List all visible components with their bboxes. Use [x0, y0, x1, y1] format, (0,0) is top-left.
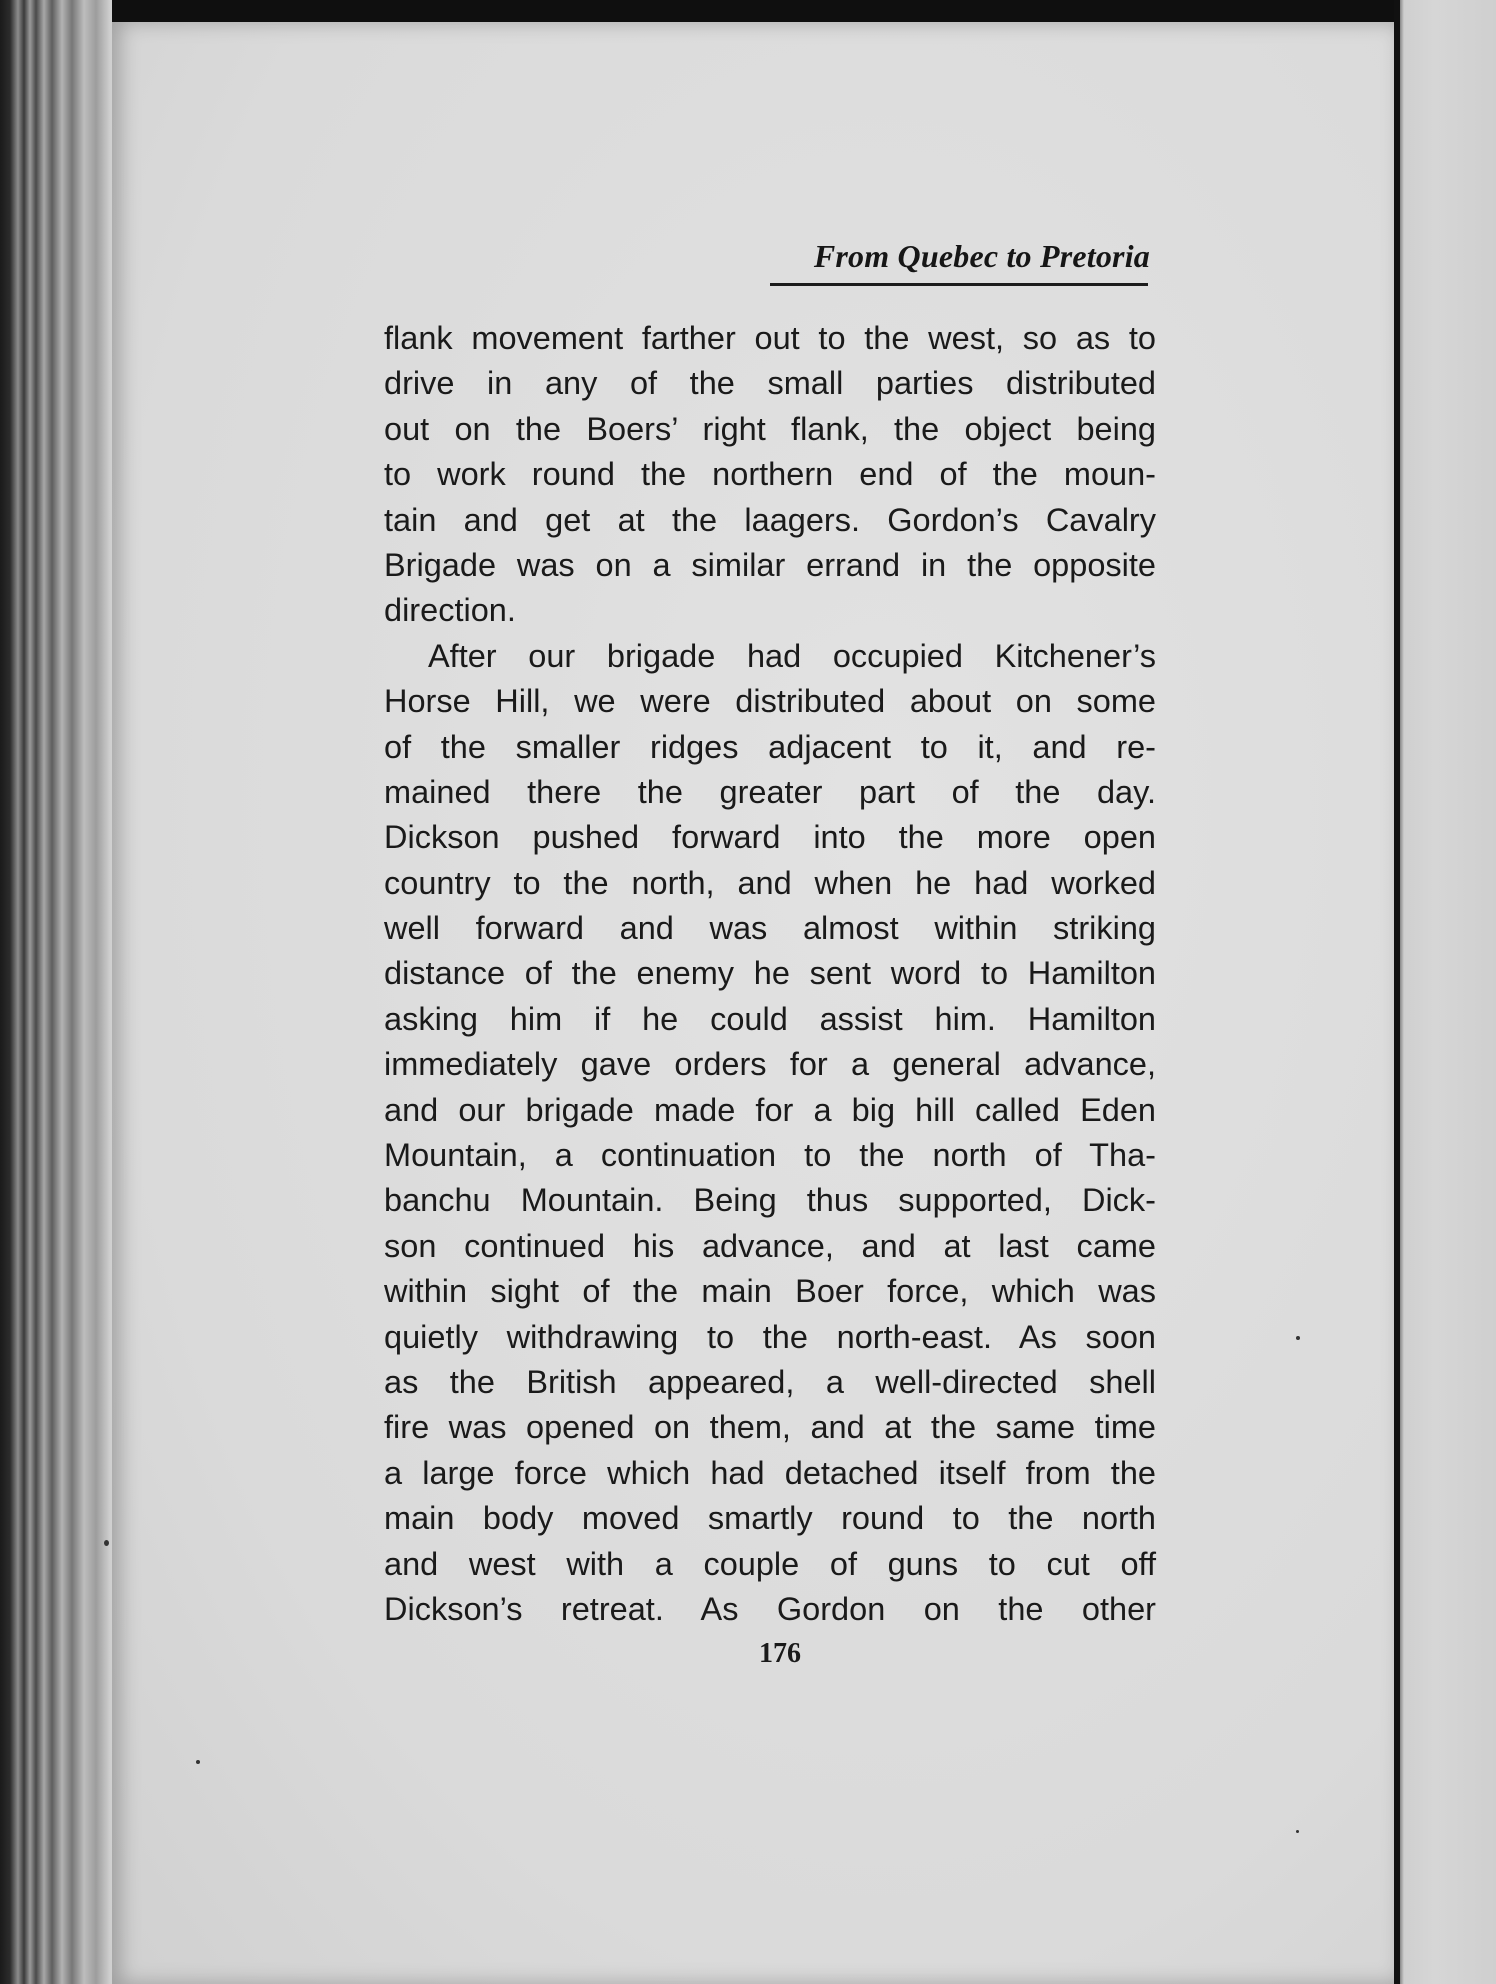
text-line: quietly withdrawing to the north-east. As soon [384, 1318, 1156, 1355]
text-line: as the British appeared, a well-directed shell [384, 1363, 1156, 1400]
page-gutter-shadow [1394, 0, 1400, 1984]
book-spine-edge [0, 0, 120, 1984]
text-line: son continued his advance, and at last came [384, 1227, 1156, 1264]
running-head: From Quebec to Pretoria [813, 238, 1150, 274]
text-line: Horse Hill, we were distributed about on some [384, 683, 1156, 720]
text-line: Dickson pushed forward into the more open [384, 819, 1156, 856]
text-line: distance of the enemy he sent word to Hamilton [384, 955, 1156, 992]
text-line: fire was opened on them, and at the same time [384, 1409, 1156, 1446]
text-line: Mountain, a continuation to the north of Tha- [384, 1137, 1156, 1174]
scan-speck [196, 1760, 200, 1764]
text-line: mained there the greater part of the day. [384, 773, 1156, 810]
text-line: of the smaller ridges adjacent to it, and re- [384, 728, 1156, 765]
text-line: banchu Mountain. Being thus supported, Dick- [384, 1182, 1156, 1219]
text-line: well forward and was almost within striking [384, 910, 1156, 947]
scan-speck [104, 1540, 109, 1546]
header-rule [770, 283, 1148, 286]
scan-speck [1296, 1830, 1299, 1833]
text-line: out on the Boers’ right flank, the object being [384, 410, 1156, 447]
text-line: asking him if he could assist him. Hamilton [384, 1000, 1156, 1037]
text-line: After our brigade had occupied Kitchener’s [428, 637, 1156, 674]
text-line: flank movement farther out to the west, so as to [384, 320, 1156, 356]
text-line: direction. [384, 592, 516, 629]
text-line: tain and get at the laagers. Gordon’s Cavalry [384, 501, 1156, 538]
text-line: and our brigade made for a big hill called Eden [384, 1091, 1156, 1128]
text-line: immediately gave orders for a general advance, [384, 1046, 1156, 1083]
text-line: a large force which had detached itself from the [384, 1454, 1156, 1491]
text-line: to work round the northern end of the moun- [384, 456, 1156, 493]
text-line: main body moved smartly round to the north [384, 1500, 1156, 1537]
text-line: and west with a couple of guns to cut off [384, 1545, 1156, 1582]
text-line: within sight of the main Boer force, which was [384, 1273, 1156, 1310]
text-line: drive in any of the small parties distributed [384, 365, 1156, 402]
facing-page-edge [1394, 0, 1496, 1984]
text-line: Brigade was on a similar errand in the opposite [384, 546, 1156, 583]
page-number: 176 [759, 1638, 801, 1669]
text-line: Dickson’s retreat. As Gordon on the other [384, 1590, 1156, 1627]
text-line: country to the north, and when he had worked [384, 864, 1156, 901]
scan-speck [1296, 1336, 1300, 1340]
body-text [384, 316, 1156, 1632]
scan-top-border [112, 0, 1394, 22]
